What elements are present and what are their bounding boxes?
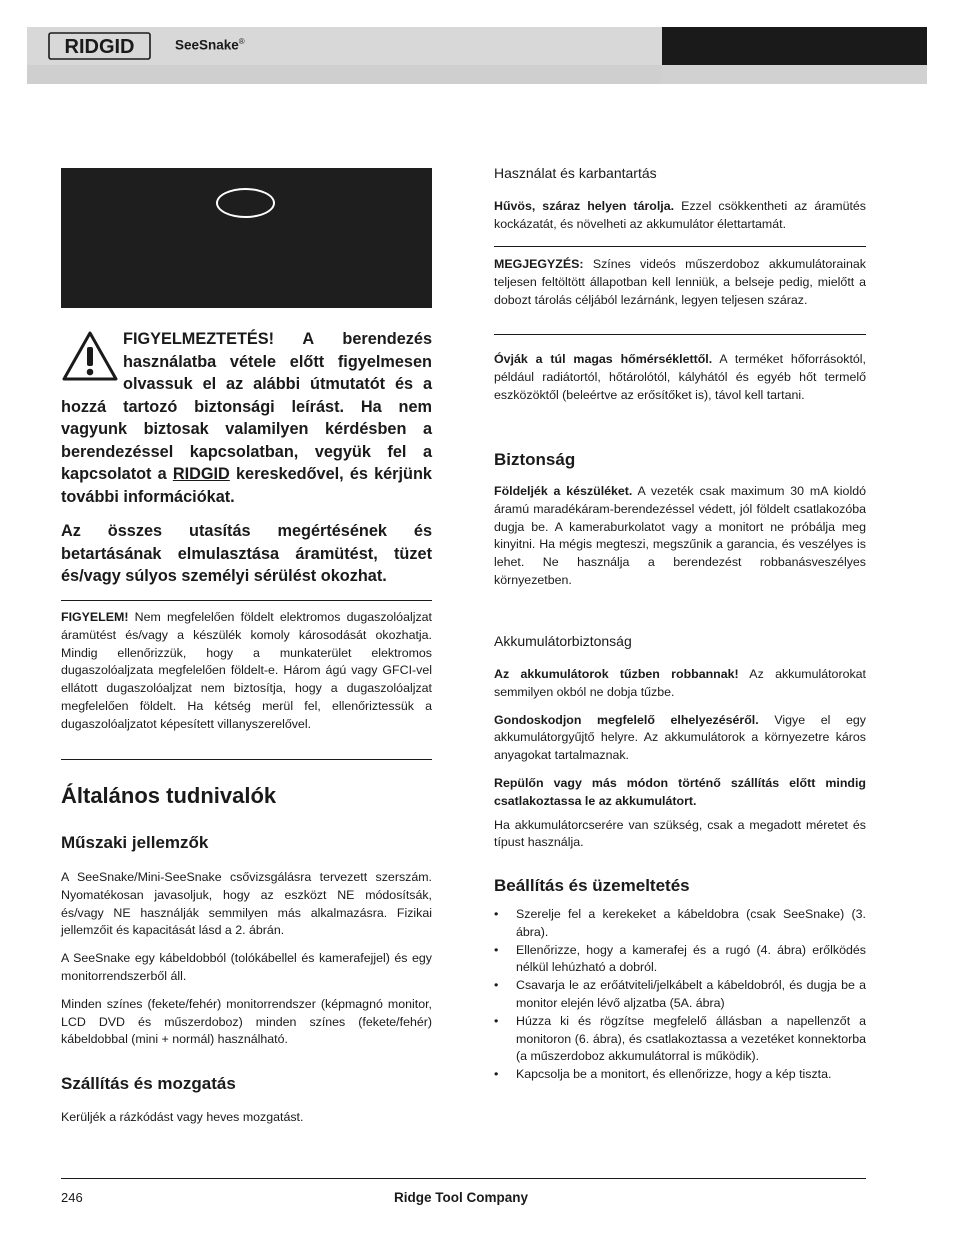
specs-heading: Műszaki jellemzők xyxy=(61,833,209,852)
list-item: • Húzza ki és rögzítse megfelelő állásban a napellenzőt a monitoron (6. ábra), és csatlakoztassa a vezetéket konnektorba (a műszerdoboz akkumulátorral is működik). xyxy=(494,1013,866,1066)
list-item: • Kapcsolja be a monitort, és ellenőrizze, hogy a kép tiszta. xyxy=(494,1066,866,1084)
footer-divider xyxy=(61,1178,866,1179)
specs-paragraph-3: Minden színes (fekete/fehér) monitorrendszer (képmagnó monitor, LCD DVD és műszerdoboz) minden színes (fekete/fehér) kábeldobbal (mini + normál) használható. xyxy=(61,996,432,1047)
setup-heading: Beállítás és üzemeltetés xyxy=(494,876,690,895)
company-name: Ridge Tool Company xyxy=(394,1190,528,1205)
transport-heading: Szállítás és mozgatás xyxy=(61,1074,236,1093)
notice-block xyxy=(61,609,432,734)
battery-paragraph-2: Gondoskodjon megfelelő elhelyezéséről. Vigye el egy akkumulátorgyűjtő helyre. Az akkumulátorok a környezetre káros anyagokat tartalmaznak. xyxy=(494,712,866,763)
specs-paragraph-1: A SeeSnake/Mini-SeeSnake csővizsgálásra tervezett szerszám. Nyomatékosan javasoljuk, hogy az eszközt NE módosítsák, és/vagy NE használják semmilyen más alkalmazásra. Fizikai jellemzőit és kapacitását lásd a 2. ábrán. xyxy=(61,870,432,938)
use-paragraph-1: Hűvös, száraz helyen tárolja. Ezzel csökkentheti az áramütés kockázatát, és növelheti az akkumulátor élettartamát. xyxy=(494,199,866,231)
note-paragraph: MEGJEGYZÉS: Színes videós műszerdoboz akkumulátorainak teljesen feltöltött állapotban kell lenniük, a belseje pedig, mielőtt a dobozt tárolás céljából lezárnánk, legyen teljesen száraz. xyxy=(494,257,866,307)
safety-paragraph: Földeljék a készüléket. A vezeték csak maximum 30 mA kioldó áramú maradékáram-berendezéssel védett, jól földelt csatlakozóba dugja be. A kameraburkolatot vagy a monitort ne próbálja meg kinyitni. Ha mégis megteszi, megszűnik a garancia, és veszélyes is lehet. Ne használja a berendezést robbanásveszélyes környezetben. xyxy=(494,484,866,587)
use-paragraph-2: Óvják a túl magas hőmérséklettől. A terméket hőforrásoktól, például radiátortól, hőtárolótól, kályhától és egyéb hőt termelő eszközöktől (beleértve az erősítőket is), távol kell tartani. xyxy=(494,352,866,402)
logo-text: RIDGID xyxy=(64,36,135,58)
specs-paragraph-2: A SeeSnake egy kábeldobból (tolókábellel és kamerafejjel) és egy monitorrendszerből áll. xyxy=(61,951,432,983)
product-name: SeeSnake® xyxy=(175,37,245,53)
header-lower-strip xyxy=(27,65,662,84)
section-title-general: Általános tudnivalók xyxy=(61,783,277,808)
battery-paragraph-3: Repülőn vagy más módon történő szállítás előtt mindig csatlakoztassa le az akkumulátort. xyxy=(494,775,866,808)
dark-banner xyxy=(61,168,432,308)
list-item: • Ellenőrizze, hogy a kamerafej és a rugó (4. ábra) erőlködés nélkül lehúzható a dobról. xyxy=(494,942,866,978)
banner-oval-shape xyxy=(216,188,275,218)
header-black-block xyxy=(662,27,927,65)
list-item: • Szerelje fel a kerekeket a kábeldobra (csak SeeSnake) (3. ábra). xyxy=(494,906,866,942)
list-item: • Csavarja le az erőátviteli/jelkábelt a kábeldobról, és dugja be a monitor elején lévő aljzatba (5A. ábra) xyxy=(494,977,866,1013)
battery-text xyxy=(494,666,866,852)
notice-paragraph: FIGYELEM! Nem megfelelően földelt elektromos dugaszolóaljzat áramütést és/vagy a készülék komoly károsodását okozhatja. Mindig ellenőrizzük, hogy a munkaterület elektromos dugaszolóaljzata megfelelően földelt-e. Három ágú vagy GFCI-vel ellátott dugaszolóaljzat nem biztosítja, hogy a dugaszolóaljzat megfelelően földelt. Ha kétség merül fel, ellenőriztessük a dugaszolóaljzatot képesített villanyszerelővel. xyxy=(61,610,432,731)
use-heading: Használat és karbantartás xyxy=(494,165,657,181)
page-number: 246 xyxy=(61,1190,83,1205)
transport-paragraph: Kerüljék a rázkódást vagy heves mozgatást. xyxy=(61,1110,304,1124)
use-p2 xyxy=(494,351,866,404)
safety-heading: Biztonság xyxy=(494,450,576,469)
warning-consequence: Az összes utasítás megértésének és betartásának elmulasztása áramütést, tüzet és/vagy súlyos személyi sérülést okozhat. xyxy=(61,522,432,585)
battery-heading: Akkumulátorbiztonság xyxy=(494,633,632,649)
transport-text xyxy=(61,1109,432,1127)
divider xyxy=(494,334,866,335)
warning-paragraph: FIGYELMEZTETÉS! A berendezés használatba vétele előtt figyelmesen olvassuk el az alábbi útmutatót és a hozzá tartozó biztonsági leírást. Ha nem vagyunk biztosak valamilyen kérdésben a berendezéssel kapcsolatban, vegyük fel a kapcsolatot a RIDGID kereskedővel, és kérjünk további információkat. xyxy=(61,330,432,506)
setup-list-container xyxy=(494,906,866,1084)
specs-text xyxy=(61,869,432,1049)
setup-list xyxy=(494,906,866,1084)
divider xyxy=(61,600,432,601)
battery-paragraph-4: Ha akkumulátorcserére van szükség, csak a megadott méretet és típust használja. xyxy=(494,817,866,850)
ridgid-logo-icon xyxy=(48,32,151,60)
safety-text xyxy=(494,483,866,590)
divider xyxy=(61,759,432,760)
battery-paragraph-1: Az akkumulátorok tűzben robbannak! Az akkumulátorokat semmilyen okból ne dobja tűzbe. xyxy=(494,667,866,699)
use-note xyxy=(494,256,866,309)
use-p1 xyxy=(494,198,866,234)
divider xyxy=(494,246,866,247)
